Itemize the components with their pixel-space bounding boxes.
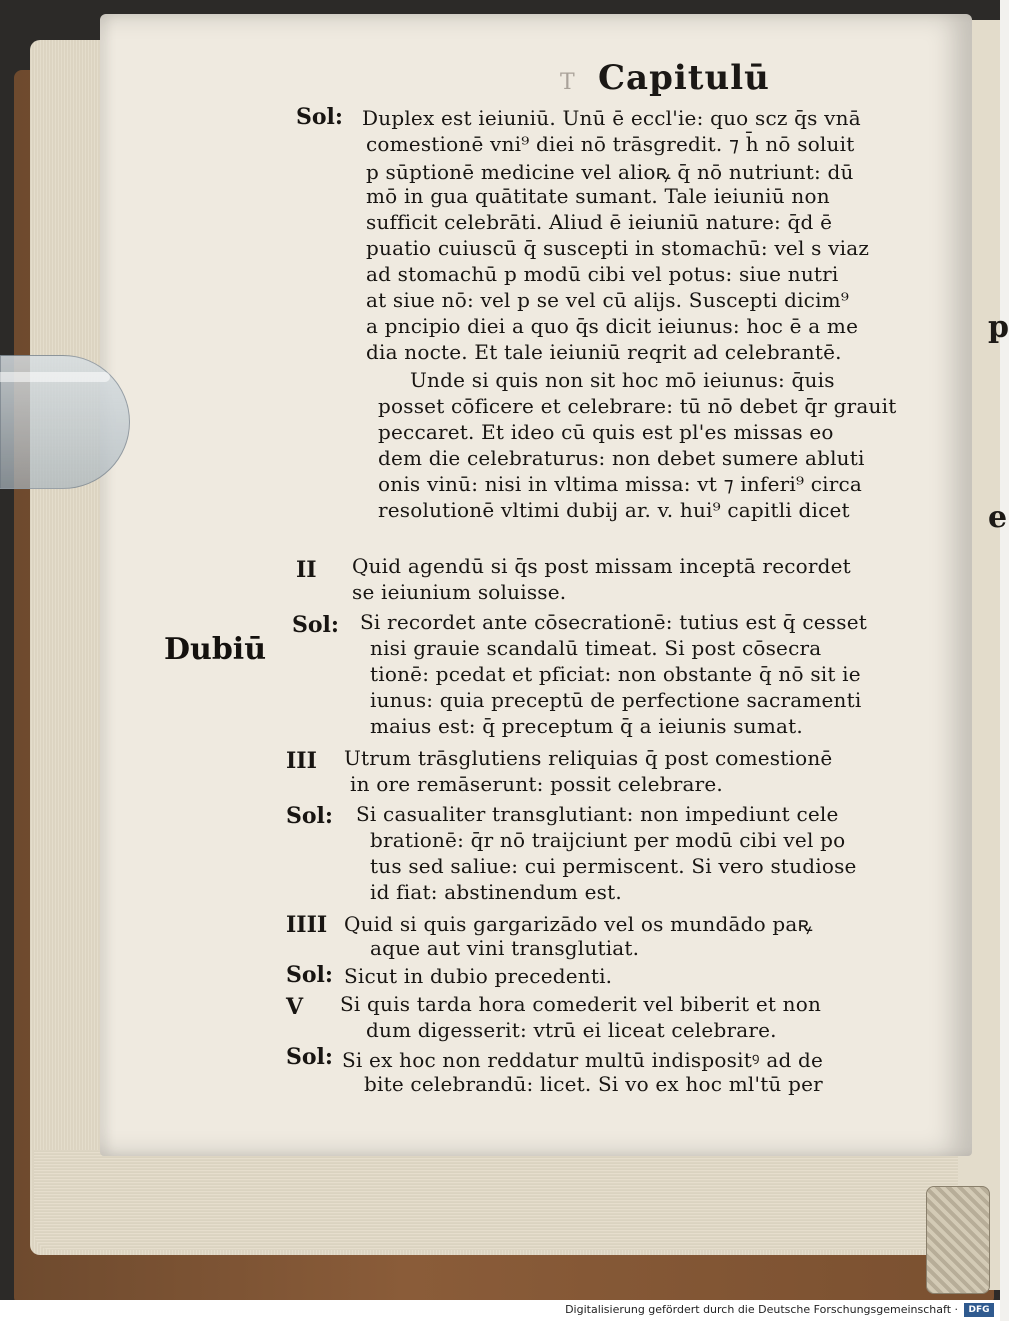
text-line: Si quis tarda hora comederit vel biberit et non <box>340 992 822 1016</box>
text-line: puatio cuiuscū q̄ suscepti in stomachū: vel s viaz <box>366 236 870 260</box>
text-line: resolutionē vltimi dubij ar. v. hui⁹ capitli dicet <box>378 498 850 522</box>
footer-bar <box>0 1300 1000 1321</box>
side-heading-dubium: Dubiū <box>164 632 267 667</box>
sol-label: Sol: <box>286 1044 334 1070</box>
text-line: aque aut vini transglutiat. <box>370 936 640 960</box>
text-line: tionē: pcedat et pficiat: non obstante q̄ nō sit ie <box>370 662 861 686</box>
footer-credit: Digitalisierung gefördert durch die Deutsche Forschungsgemeinschaft · <box>565 1303 958 1316</box>
text-line: p sūptionē medicine vel alioꝶ q̄ nō nutriunt: dū <box>366 160 854 184</box>
text-line: Sicut in dubio precedenti. <box>344 964 613 988</box>
text-line: Si recordet ante cōsecrationē: tutius est q̄ cesset <box>360 610 867 634</box>
sol-label: Sol: <box>292 612 340 638</box>
question-number: V <box>286 994 304 1020</box>
facing-page-fragment: e <box>988 500 1008 535</box>
page-clip-highlight <box>0 372 110 382</box>
text-line: dem die celebraturus: non debet sumere abluti <box>378 446 865 470</box>
text-line: Quid agendū si q̄s post missam inceptā recordet <box>352 554 851 578</box>
text-line: posset cōficere et celebrare: tū nō debet q̄r grauit <box>378 394 897 418</box>
text-line: nisi grauie scandalū timeat. Si post cōsecra <box>370 636 822 660</box>
text-line: Utrum trāsglutiens reliquias q̄ post comestionē <box>344 746 833 770</box>
text-line: Quid si quis gargarizādo vel os mundādo paꝶ <box>344 912 813 936</box>
text-line: iunus: quia preceptū de perfectione sacramenti <box>370 688 862 712</box>
text-line: onis vinū: nisi in vltima missa: vt ⁊ inferi⁹ circa <box>378 472 863 496</box>
page-mark: T <box>560 70 575 95</box>
text-line: peccaret. Et ideo cū quis est pl'es missas eo <box>378 420 834 444</box>
text-line: comestionē vni⁹ diei nō trāsgredit. ⁊ h̄ nō soluit <box>366 132 855 156</box>
book-page <box>100 14 972 1156</box>
text-line: at siue nō: vel p se vel cū alijs. Suscepti dicim⁹ <box>366 288 850 312</box>
text-column <box>100 14 972 1156</box>
text-line: bite celebrandū: licet. Si vo ex hoc ml'tū per <box>364 1072 823 1096</box>
text-line: a pncipio diei a quo q̄s dicit ieiunus: hoc ē a me <box>366 314 859 338</box>
text-line: brationē: q̄r nō traijciunt per modū cibi vel po <box>370 828 846 852</box>
text-line: Si ex hoc non reddatur multū indispositꝰ ad de <box>342 1048 824 1072</box>
facing-page-fragment: p <box>988 310 1009 345</box>
dfg-logo: DFG <box>964 1303 994 1317</box>
text-line: Si casualiter transglutiant: non impediunt cele <box>356 802 839 826</box>
question-number: II <box>296 557 317 583</box>
text-line: ad stomachū p modū cibi vel potus: siue nutri <box>366 262 839 286</box>
sol-label: Sol: <box>286 962 334 988</box>
sol-label: Sol: <box>286 803 334 829</box>
text-line: maius est: q̄ preceptum q̄ a ieiunis sumat. <box>370 714 803 738</box>
text-line: in ore remāserunt: possit celebrare. <box>350 772 723 796</box>
page-title: Capitulū <box>598 58 770 98</box>
text-line: dia nocte. Et tale ieiuniū reqrit ad celebrantē. <box>366 340 842 364</box>
sol-label: Sol: <box>296 104 344 130</box>
text-line: dum digesserit: vtrū ei liceat celebrare. <box>366 1018 777 1042</box>
book-clasp <box>926 1186 990 1294</box>
text-line: mō in gua quātitate sumant. Tale ieiuniū non <box>366 184 830 208</box>
question-number: III <box>286 748 317 774</box>
text-line: Duplex est ieiuniū. Unū ē eccl'ie: quo scz q̄s vnā <box>362 106 861 130</box>
question-number: IIII <box>286 912 328 938</box>
bottom-page-edges <box>34 1150 964 1250</box>
text-line: se ieiunium soluisse. <box>352 580 567 604</box>
text-line: id fiat: abstinendum est. <box>370 880 622 904</box>
text-line: sufficit celebrāti. Aliud ē ieiuniū nature: q̄d ē <box>366 210 833 234</box>
text-line: Unde si quis non sit hoc mō ieiunus: q̄uis <box>410 368 835 392</box>
text-line: tus sed saliue: cui permiscent. Si vero studiose <box>370 854 857 878</box>
